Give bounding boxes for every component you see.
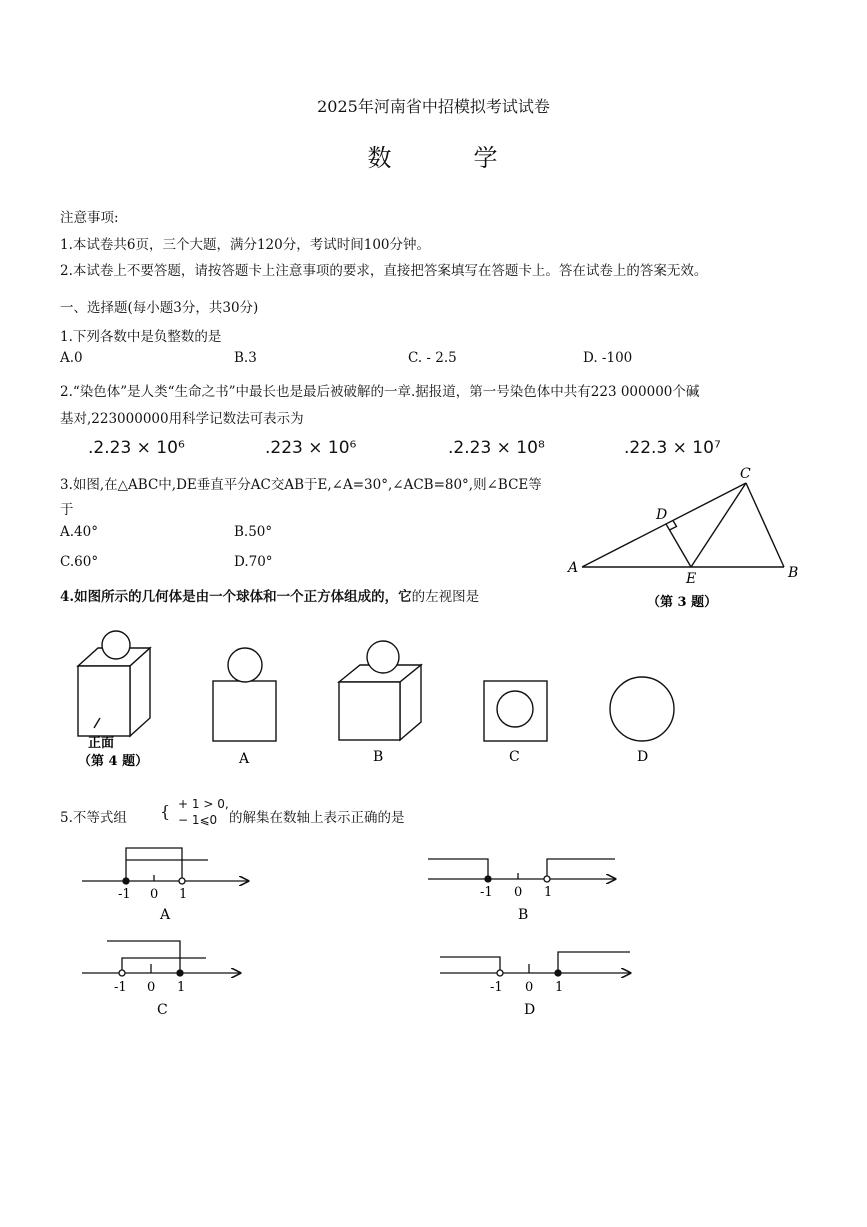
q5-stem-post: 的解集在数轴上表示正确的是: [229, 810, 405, 826]
q1-option-d: D. -100: [583, 350, 633, 366]
q4-label-b: B: [373, 749, 384, 765]
q4-stem-bold: 4.如图所示的几何体是由一个球体和一个正方体组成的，它: [60, 589, 412, 605]
notice-heading: 注意事项:: [60, 210, 119, 226]
label-e: E: [686, 571, 697, 587]
q5-c-tick-0: 0: [147, 980, 156, 995]
q4-label-c: C: [509, 749, 520, 765]
q3-option-d: D.70°: [234, 554, 273, 570]
q3-stem-line2: 于: [60, 502, 74, 518]
q4-option-a-figure: [213, 648, 276, 741]
side-ac: [582, 483, 746, 567]
q5-d-tick-0: 0: [525, 980, 534, 995]
q2-option-b: .223 × 10⁶: [265, 438, 357, 458]
q5-a-tick-1: 1: [179, 887, 188, 902]
q4-option-c-figure: [484, 681, 547, 741]
segment-ce: [691, 483, 746, 567]
q3-stem-line1: 3.如图,在△ABC中,DE垂直平分AC交AB于E,∠A=30°,∠ACB=80°,则∠BCE等: [60, 477, 542, 493]
notice-item-1: 1.本试卷共6页，三个大题，满分120分，考试时间100分钟。: [60, 237, 431, 253]
q4-figures: [60, 622, 700, 772]
segment-de: [666, 524, 691, 567]
label-a: A: [568, 560, 579, 576]
q5-brace: {: [160, 802, 171, 821]
q5-inequality-1: + 1 > 0,: [178, 797, 229, 811]
q4-option-b-figure: [339, 641, 421, 740]
q5-b-tick-0: 0: [514, 885, 523, 900]
exam-title: 2025年河南省中招模拟考试试卷: [317, 97, 550, 116]
q5-label-a: A: [160, 907, 171, 923]
q5-d-tick-1: 1: [555, 980, 564, 995]
q5-label-b: B: [518, 907, 529, 923]
q2-option-a: .2.23 × 10⁶: [88, 438, 185, 458]
q3-option-b: B.50°: [234, 524, 273, 540]
q4-solid: [78, 631, 150, 736]
q3-option-a: A.40°: [60, 524, 98, 540]
q4-caption: （第 4 题）: [78, 754, 149, 769]
q5-option-c-axis: [82, 941, 240, 976]
q4-label-d: D: [637, 749, 649, 765]
q5-option-a-axis: [82, 848, 248, 884]
q1-option-a: A.0: [60, 350, 83, 366]
q5-d-tick-neg1: -1: [490, 980, 503, 995]
q5-a-tick-neg1: -1: [118, 887, 131, 902]
label-c: C: [740, 466, 751, 482]
q5-label-d: D: [524, 1002, 536, 1018]
q2-option-d: .22.3 × 10⁷: [624, 438, 721, 458]
q4-stem: [60, 585, 479, 605]
q5-b-tick-neg1: -1: [480, 885, 493, 900]
q2-stem-line1: 2.“染色体”是人类“生命之书”中最长也是最后被破解的一章.据报道，第一号染色体中共有223 000000个碱: [60, 384, 700, 400]
subject-title-right: 学: [473, 144, 500, 172]
side-bc: [746, 483, 784, 567]
q5-a-tick-0: 0: [150, 887, 159, 902]
notice-item-2: 2.本试卷上不要答题，请按答题卡上注意事项的要求，直接把答案填写在答题卡上。答在试卷上的答案无效。: [60, 263, 708, 279]
label-b: B: [788, 565, 799, 581]
section-heading: 一、选择题(每小题3分，共30分): [60, 300, 259, 316]
q5-stem-pre: 5.不等式组: [60, 810, 127, 826]
q5-inequality-2: − 1⩽0: [178, 813, 218, 827]
q5-label-c: C: [157, 1002, 168, 1018]
q1-option-c: C. - 2.5: [408, 350, 457, 366]
q2-option-c: .2.23 × 10⁸: [448, 438, 545, 458]
subject-title: [0, 138, 867, 173]
q4-label-a: A: [239, 751, 250, 767]
q5-option-b-axis: [428, 859, 615, 882]
q3-triangle-figure: [562, 462, 807, 614]
q5-c-tick-1: 1: [177, 980, 186, 995]
q5-number-lines: [70, 840, 670, 1025]
q4-front-label: 正面: [88, 736, 115, 751]
label-d: D: [656, 507, 668, 523]
q4-option-d-figure: [610, 677, 674, 741]
subject-title-left: 数: [367, 144, 394, 172]
q3-option-c: C.60°: [60, 554, 99, 570]
q1-stem: 1.下列各数中是负整数的是: [60, 329, 222, 345]
q2-stem-line2: 基对,223000000用科学记数法可表示为: [60, 411, 304, 427]
q3-caption: （第 3 题）: [647, 595, 718, 610]
q5-c-tick-neg1: -1: [114, 980, 127, 995]
q5-b-tick-1: 1: [544, 885, 553, 900]
q4-stem-rest: 的左视图是: [411, 589, 480, 605]
q5-option-d-axis: [440, 952, 630, 976]
q1-option-b: B.3: [234, 350, 257, 366]
